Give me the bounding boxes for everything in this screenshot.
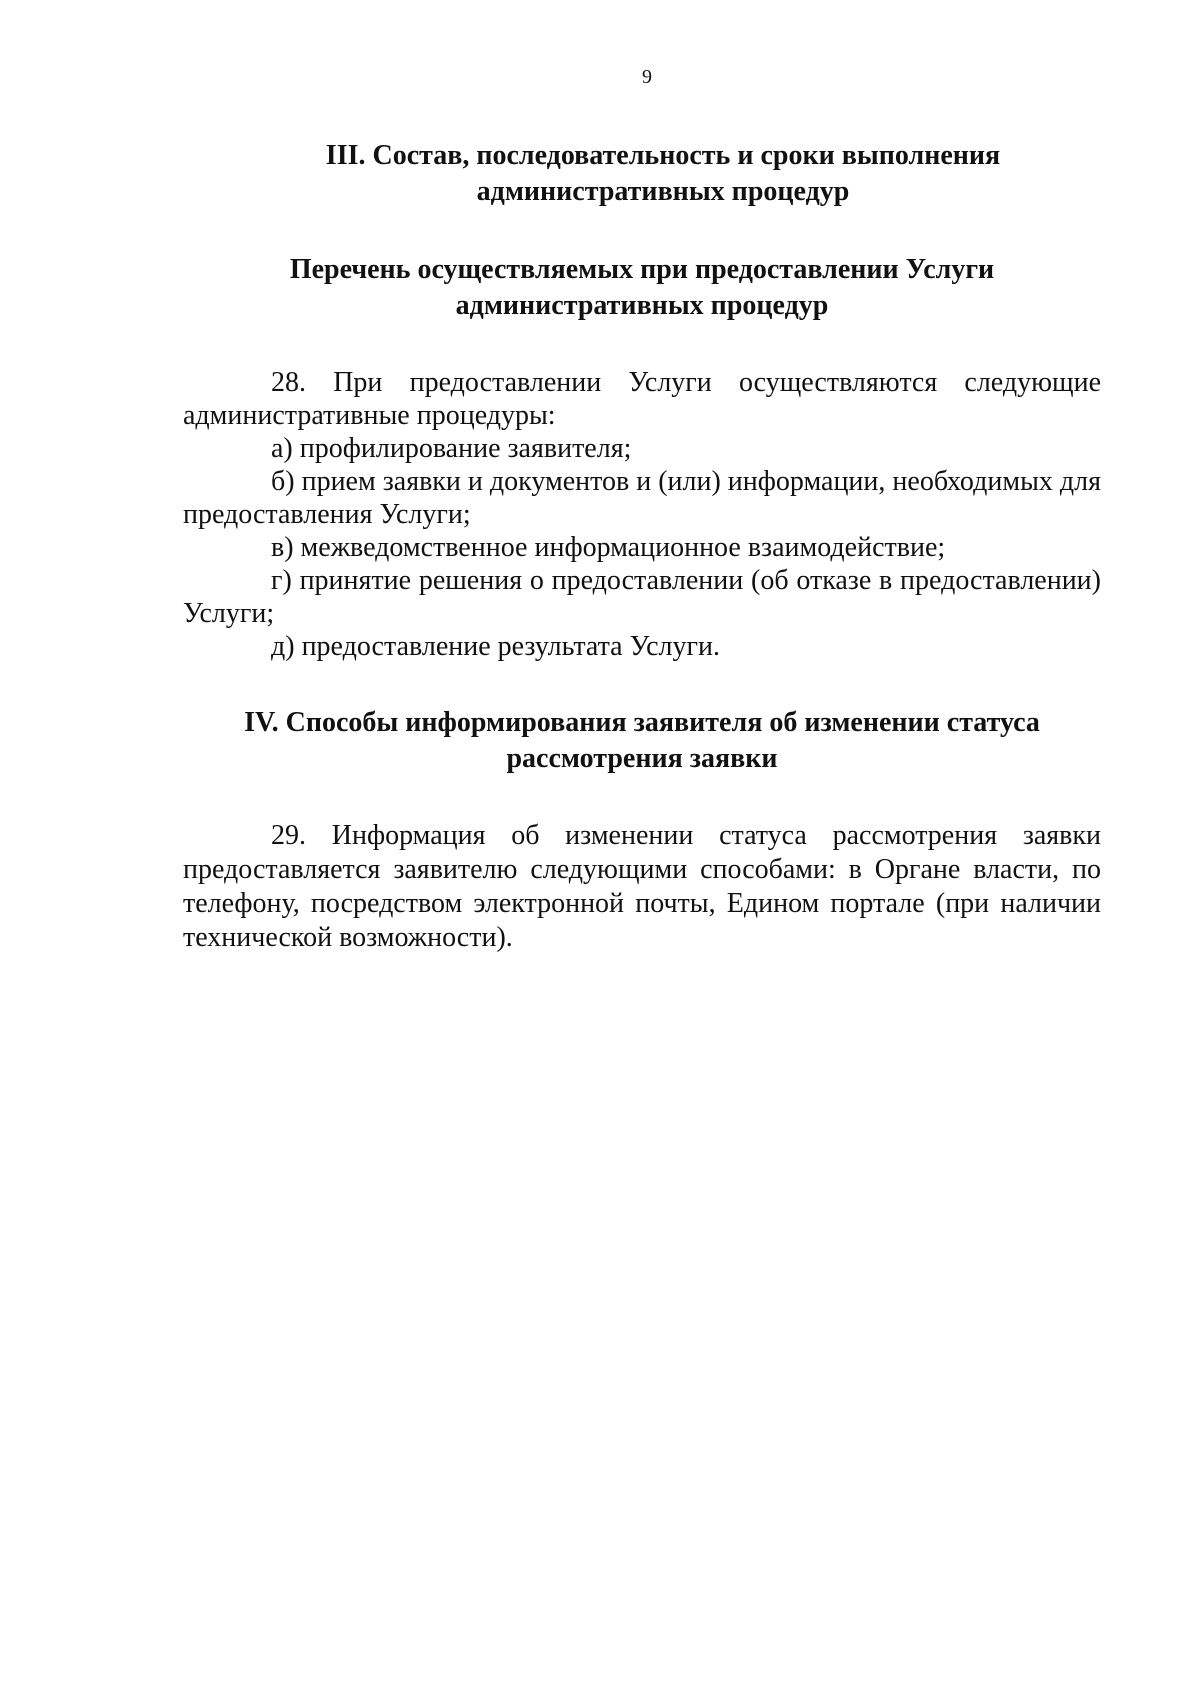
procedures-list-heading-line-1: Перечень осуществляемых при предоставлении Услуги	[289, 254, 995, 285]
list-item-v: в) межведомственное информационное взаимодействие;	[271, 532, 946, 563]
procedures-list-heading	[183, 252, 1101, 324]
list-item-g: г) принятие решения о предоставлении (об отказе в предоставлении) Услуги;	[183, 565, 1101, 629]
paragraph-29: 29. Информация об изменении статуса рассмотрения заявки предоставляется заявителю следующими способами: в Органе власти, по телефону, посредством электронной почты, Едином портале (при наличии технической возможности).	[183, 820, 1101, 953]
section-4-heading-line-1: IV. Способы информирования заявителя об изменении статуса	[244, 707, 1040, 738]
list-item-a: а) профилирование заявителя;	[271, 433, 632, 464]
section-3-heading-line-1: III. Состав, последовательность и сроки выполнения	[325, 140, 1001, 171]
section-3-heading	[223, 138, 1103, 210]
paragraph-28: 28. При предоставлении Услуги осуществляются следующие административные процедуры:	[183, 367, 1101, 431]
page-number: 9	[642, 66, 652, 88]
section-4-heading	[183, 705, 1101, 777]
document-body	[183, 138, 1101, 955]
section-3-heading-line-2: административных процедур	[476, 176, 850, 207]
list-item-d: д) предоставление результата Услуги.	[271, 631, 720, 662]
section-4-heading-line-2: рассмотрения заявки	[506, 743, 778, 774]
procedures-list-heading-line-2: административных процедур	[455, 290, 829, 321]
list-item-b: б) прием заявки и документов и (или) информации, необходимых для предоставления Услуги;	[183, 466, 1101, 530]
